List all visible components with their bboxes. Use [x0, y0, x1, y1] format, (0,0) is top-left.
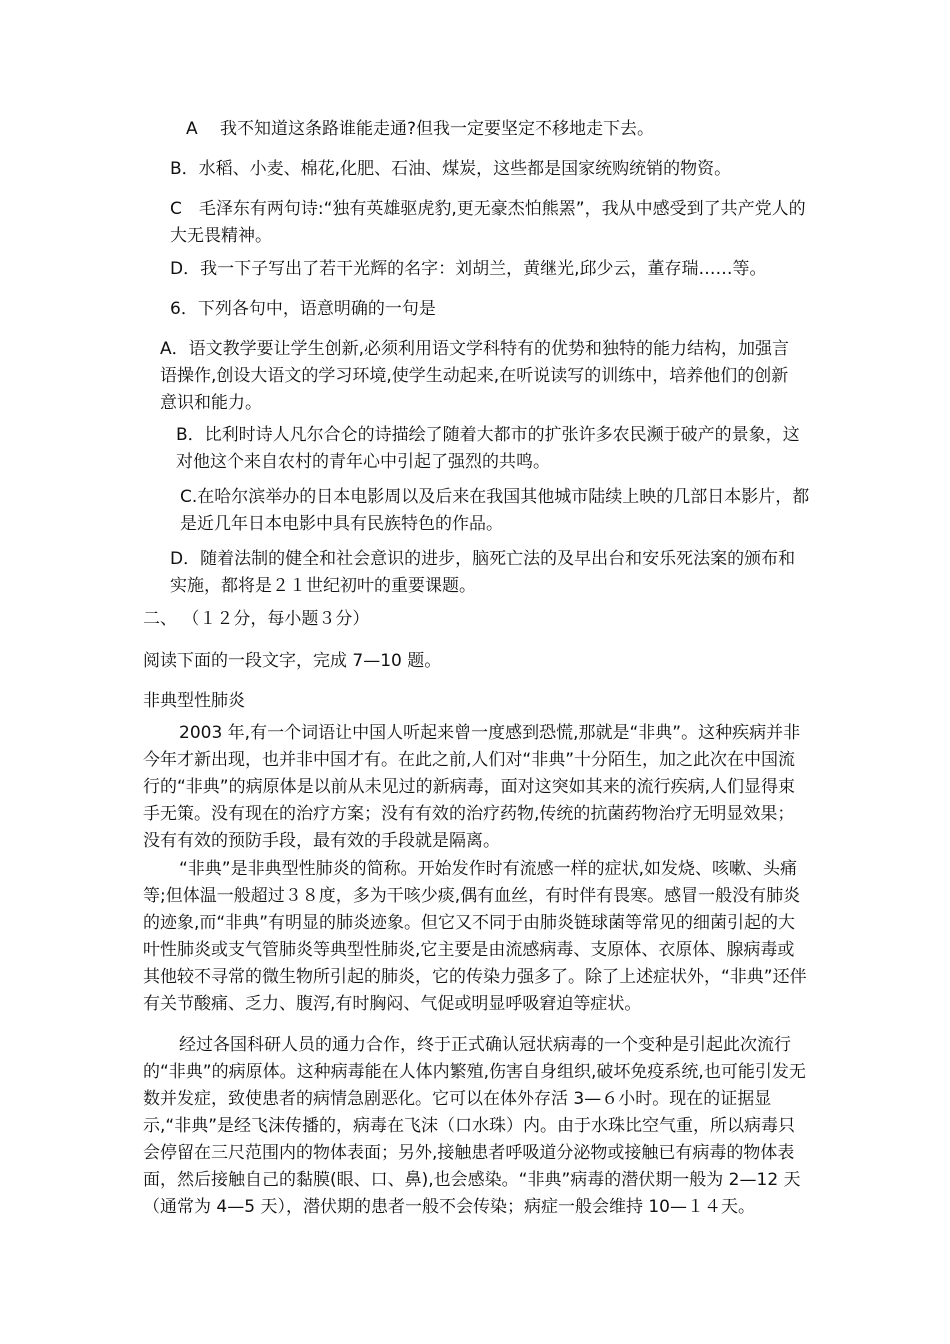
option-5a: A 我不知道这条路谁能走通?但我一定要坚定不移地走下去。: [186, 119, 655, 139]
passage-paragraph-1: 2003 年,有一个词语让中国人听起来曾一度感到恐慌,那就是“非典”。这种疾病并非今年才新出现，也并非中国才有。在此之前,人们对“非典”十分陌生，加之此次在中国流行的“非典”的病原体是以前从未见过的新病毒，面对这突如其来的流行疾病,人们显得束手无策。没有现在的治疗方案；没有有效的治疗药物,传统的抗菌药物治疗无明显效果；没有有效的预防手段，最有效的手段就是隔离。: [143, 723, 801, 851]
option-5c: C 毛泽东有两句诗:“独有英雄驱虎豹,更无豪杰怕熊罴”，我从中感受到了共产党人的大无畏精神。: [170, 199, 806, 246]
option-6d: D．随着法制的健全和社会意识的进步，脑死亡法的及早出台和安乐死法案的颁布和实施，都将是２１世纪初叶的重要课题。: [170, 549, 796, 596]
option-5b: B．水稻、小麦、棉花,化肥、石油、煤炭，这些都是国家统购统销的物资。: [170, 159, 732, 179]
option-6c: C.在哈尔滨举办的日本电影周以及后来在我国其他城市陆续上映的几部日本影片，都是近几年日本电影中具有民族特色的作品。: [180, 487, 810, 534]
passage-paragraph-3: 经过各国科研人员的通力合作，终于正式确认冠状病毒的一个变种是引起此次流行的“非典”的病原体。这种病毒能在人体内繁殖,伤害自身组织,破坏免疫系统,也可能引发无数并发症，致使患者的病情急剧恶化。它可以在体外存活 3—６小时。现在的证据显示,“非典”是经飞沫传播的，病毒在飞沫（口水珠）内。由于水珠比空气重，所以病毒只会停留在三尺范围内的物体表面；另外,接触患者呼吸道分泌物或接触已有病毒的物体表面，然后接触自己的黏膜(眼、口、鼻),也会感染。“非典”病毒的潜伏期一般为 2—12 天（通常为 4—5 天），潜伏期的患者一般不会传染；病症一般会维持 10—１４天。: [143, 1035, 806, 1217]
question-6-stem: 6．下列各句中，语意明确的一句是: [170, 299, 436, 319]
option-5d: D．我一下子写出了若干光辉的名字：刘胡兰，黄继光,邱少云，董存瑞……等。: [170, 259, 767, 279]
reading-instruction: 阅读下面的一段文字，完成 7—10 题。: [143, 651, 442, 671]
option-6b: B．比利时诗人凡尔合仑的诗描绘了随着大都市的扩张许多农民濒于破产的景象，这对他这个来自农村的青年心中引起了强烈的共鸣。: [176, 425, 800, 472]
option-6a: A．语文教学要让学生创新,必须利用语文学科特有的优势和独特的能力结构，加强言语操作,创设大语文的学习环境,使学生动起来,在听说读写的训练中，培养他们的创新意识和能力。: [160, 339, 790, 413]
passage-title: 非典型性肺炎: [143, 691, 245, 711]
section-2-heading: 二、 （１２分，每小题３分）: [143, 609, 370, 629]
passage-paragraph-2: “非典”是非典型性肺炎的简称。开始发作时有流感一样的症状,如发烧、咳嗽、头痛等;但体温一般超过３８度，多为干咳少痰,偶有血丝，有时伴有畏寒。感冒一般没有肺炎的迹象,而“非典”有明显的肺炎迹象。但它又不同于由肺炎链球菌等常见的细菌引起的大叶性肺炎或支气管肺炎等典型性肺炎,它主要是由流感病毒、支原体、衣原体、腺病毒或其他较不寻常的微生物所引起的肺炎，它的传染力强多了。除了上述症状外，“非典”还伴有关节酸痛、乏力、腹泻,有时胸闷、气促或明显呼吸窘迫等症状。: [143, 859, 807, 1014]
